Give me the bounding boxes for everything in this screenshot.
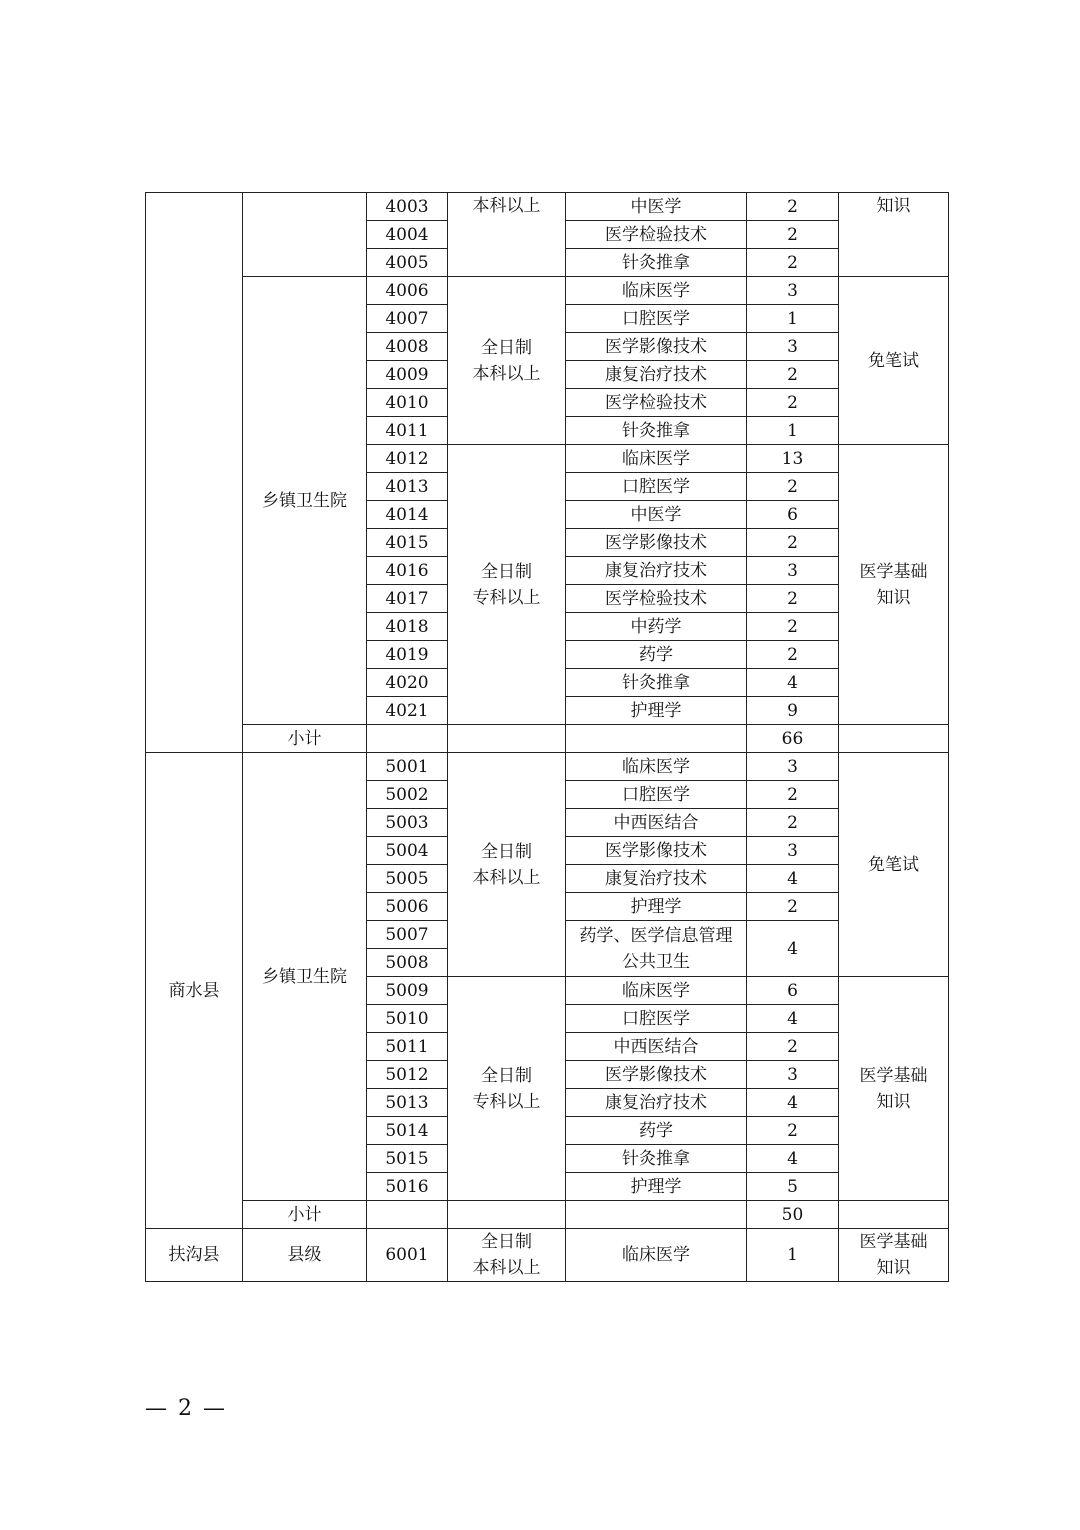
major-cell: 临床医学 xyxy=(566,445,747,473)
unit-cell xyxy=(243,193,367,277)
count-cell: 13 xyxy=(747,445,839,473)
count-cell: 2 xyxy=(747,641,839,669)
table-row xyxy=(146,753,949,781)
major-cell: 针灸推拿 xyxy=(566,669,747,697)
count-cell: 6 xyxy=(747,501,839,529)
count-cell: 4 xyxy=(747,1145,839,1173)
count-cell: 3 xyxy=(747,333,839,361)
position-code: 4018 xyxy=(367,613,448,641)
major-cell: 临床医学 xyxy=(566,1229,747,1282)
position-code: 5016 xyxy=(367,1173,448,1201)
exam-cell: 免笔试 xyxy=(839,753,949,977)
major-cell: 口腔医学 xyxy=(566,1005,747,1033)
major-cell: 护理学 xyxy=(566,1173,747,1201)
count-cell: 2 xyxy=(747,389,839,417)
count-cell: 2 xyxy=(747,893,839,921)
subtotal-row xyxy=(146,1201,949,1229)
major-cell: 口腔医学 xyxy=(566,305,747,333)
position-code: 4009 xyxy=(367,361,448,389)
position-code: 4015 xyxy=(367,529,448,557)
count-cell: 1 xyxy=(747,305,839,333)
major-cell: 医学检验技术 xyxy=(566,585,747,613)
major-cell: 医学检验技术 xyxy=(566,389,747,417)
position-code: 4006 xyxy=(367,277,448,305)
major-cell: 临床医学 xyxy=(566,277,747,305)
major-cell: 药学 xyxy=(566,641,747,669)
position-code: 5006 xyxy=(367,893,448,921)
education-cell: 全日制 专科以上 xyxy=(448,977,566,1201)
education-cell: 全日制 专科以上 xyxy=(448,445,566,725)
major-cell: 中医学 xyxy=(566,193,747,221)
count-cell: 1 xyxy=(747,417,839,445)
major-cell: 中药学 xyxy=(566,613,747,641)
count-cell: 4 xyxy=(747,1005,839,1033)
position-code: 4005 xyxy=(367,249,448,277)
education-cell: 全日制 本科以上 xyxy=(448,277,566,445)
major-cell: 康复治疗技术 xyxy=(566,361,747,389)
position-code: 5010 xyxy=(367,1005,448,1033)
position-code: 4014 xyxy=(367,501,448,529)
position-code: 4010 xyxy=(367,389,448,417)
position-code: 4021 xyxy=(367,697,448,725)
count-cell: 2 xyxy=(747,809,839,837)
county-cell xyxy=(146,193,243,753)
major-cell: 医学影像技术 xyxy=(566,333,747,361)
count-cell: 9 xyxy=(747,697,839,725)
count-cell: 4 xyxy=(747,669,839,697)
count-cell: 3 xyxy=(747,837,839,865)
count-cell: 2 xyxy=(747,529,839,557)
major-cell: 护理学 xyxy=(566,697,747,725)
position-code: 4019 xyxy=(367,641,448,669)
exam-cell: 免笔试 xyxy=(839,277,949,445)
position-code: 5013 xyxy=(367,1089,448,1117)
position-code: 4013 xyxy=(367,473,448,501)
major-cell: 临床医学 xyxy=(566,977,747,1005)
position-code: 4020 xyxy=(367,669,448,697)
major-cell: 医学影像技术 xyxy=(566,1061,747,1089)
major-cell: 康复治疗技术 xyxy=(566,557,747,585)
position-code: 5009 xyxy=(367,977,448,1005)
exam-cell: 医学基础 知识 xyxy=(839,977,949,1201)
position-code: 5004 xyxy=(367,837,448,865)
major-cell: 医学影像技术 xyxy=(566,529,747,557)
major-cell: 康复治疗技术 xyxy=(566,865,747,893)
count-cell: 2 xyxy=(747,781,839,809)
major-cell: 中西医结合 xyxy=(566,1033,747,1061)
exam-cell: 知识 xyxy=(839,193,949,277)
position-code: 4003 xyxy=(367,193,448,221)
count-cell: 2 xyxy=(747,221,839,249)
position-code: 4011 xyxy=(367,417,448,445)
major-cell: 临床医学 xyxy=(566,753,747,781)
count-cell: 4 xyxy=(747,921,839,977)
subtotal-row xyxy=(146,725,949,753)
county-cell: 扶沟县 xyxy=(146,1229,243,1282)
education-cell: 本科以上 xyxy=(448,193,566,277)
unit-cell: 乡镇卫生院 xyxy=(243,753,367,1201)
count-cell: 5 xyxy=(747,1173,839,1201)
count-cell: 2 xyxy=(747,1033,839,1061)
major-cell: 口腔医学 xyxy=(566,473,747,501)
position-code: 4017 xyxy=(367,585,448,613)
major-cell: 药学 xyxy=(566,1117,747,1145)
count-cell: 2 xyxy=(747,585,839,613)
major-cell: 中医学 xyxy=(566,501,747,529)
county-cell: 商水县 xyxy=(146,753,243,1229)
position-code: 5011 xyxy=(367,1033,448,1061)
count-cell: 3 xyxy=(747,1061,839,1089)
position-code: 5003 xyxy=(367,809,448,837)
position-code: 5015 xyxy=(367,1145,448,1173)
education-cell: 全日制 本科以上 xyxy=(448,753,566,977)
major-cell: 针灸推拿 xyxy=(566,1145,747,1173)
education-cell: 全日制 本科以上 xyxy=(448,1229,566,1282)
table-row xyxy=(146,277,949,305)
count-cell: 2 xyxy=(747,473,839,501)
major-cell: 医学检验技术 xyxy=(566,221,747,249)
count-cell: 2 xyxy=(747,193,839,221)
position-code: 4004 xyxy=(367,221,448,249)
position-code: 6001 xyxy=(367,1229,448,1282)
exam-cell: 医学基础 知识 xyxy=(839,445,949,725)
table-row xyxy=(146,193,949,221)
count-cell: 3 xyxy=(747,753,839,781)
position-code: 5002 xyxy=(367,781,448,809)
count-cell: 4 xyxy=(747,1089,839,1117)
position-code: 5014 xyxy=(367,1117,448,1145)
major-cell: 护理学 xyxy=(566,893,747,921)
position-code: 4007 xyxy=(367,305,448,333)
major-cell: 针灸推拿 xyxy=(566,417,747,445)
subtotal-value: 66 xyxy=(747,725,839,753)
major-cell: 医学影像技术 xyxy=(566,837,747,865)
position-code: 4016 xyxy=(367,557,448,585)
major-cell: 药学、医学信息管理 公共卫生 xyxy=(566,921,747,977)
recruitment-table xyxy=(145,192,949,1282)
major-cell: 康复治疗技术 xyxy=(566,1089,747,1117)
unit-cell: 县级 xyxy=(243,1229,367,1282)
subtotal-label: 小计 xyxy=(243,1201,367,1229)
position-code: 5001 xyxy=(367,753,448,781)
major-cell: 口腔医学 xyxy=(566,781,747,809)
position-code: 4008 xyxy=(367,333,448,361)
page-number: — 2 — xyxy=(145,1396,227,1421)
position-code: 4012 xyxy=(367,445,448,473)
major-cell: 针灸推拿 xyxy=(566,249,747,277)
count-cell: 2 xyxy=(747,613,839,641)
exam-cell: 医学基础 知识 xyxy=(839,1229,949,1282)
unit-cell: 乡镇卫生院 xyxy=(243,277,367,725)
position-code: 5012 xyxy=(367,1061,448,1089)
position-code: 5008 xyxy=(367,949,448,977)
count-cell: 3 xyxy=(747,557,839,585)
count-cell: 2 xyxy=(747,249,839,277)
subtotal-label: 小计 xyxy=(243,725,367,753)
count-cell: 1 xyxy=(747,1229,839,1282)
count-cell: 6 xyxy=(747,977,839,1005)
count-cell: 2 xyxy=(747,361,839,389)
table-row xyxy=(146,1229,949,1282)
subtotal-value: 50 xyxy=(747,1201,839,1229)
position-code: 5005 xyxy=(367,865,448,893)
major-cell: 中西医结合 xyxy=(566,809,747,837)
count-cell: 3 xyxy=(747,277,839,305)
count-cell: 4 xyxy=(747,865,839,893)
count-cell: 2 xyxy=(747,1117,839,1145)
position-code: 5007 xyxy=(367,921,448,949)
